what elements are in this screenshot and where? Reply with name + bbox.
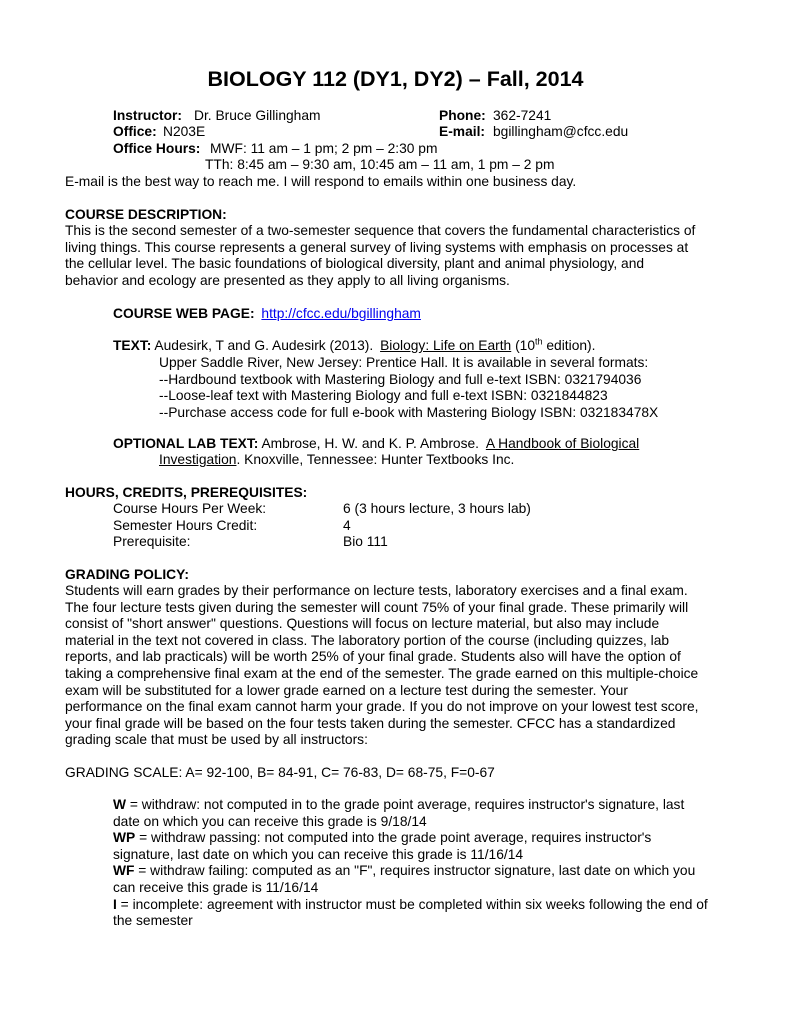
withdrawal-text: = withdraw failing: computed as an "F", requires instructor signature, last date on which you	[134, 863, 696, 879]
phone-label: Phone:	[439, 108, 486, 123]
office-hours-line1: MWF: 11 am – 1 pm; 2 pm – 2:30 pm	[210, 141, 438, 156]
textbook-detail-line: Upper Saddle River, New Jersey: Prentice Hall. It is available in several formats:	[159, 355, 649, 370]
course-description-line: This is the second semester of a two-semester sequence that covers the fundamental characteristics of	[65, 223, 696, 238]
grading-policy-line: grading scale that must be used by all instructors:	[65, 732, 368, 748]
hours-row-label: Semester Hours Credit:	[113, 518, 258, 533]
text-edition-pre: (10	[515, 338, 536, 353]
grading-policy-line: taking a comprehensive final exam at the end of the semester. The grade earned on this multiple-choice	[65, 665, 699, 681]
hours-row-value: 4	[343, 518, 351, 533]
withdrawal-i-line1	[113, 897, 783, 914]
text-edition-sup: th	[535, 336, 543, 347]
grading-policy-line: reports, and lab practicals) will be worth 25% of your final grade. Students also will have the option of	[65, 649, 681, 665]
optional-lab-publisher: . Knoxville, Tennessee: Hunter Textbooks Inc.	[236, 452, 515, 467]
withdrawal-text: = incomplete: agreement with instructor must be completed within six weeks following the end of	[116, 896, 708, 912]
withdrawal-i-line2: the semester	[113, 913, 193, 929]
optional-lab-title-part2: Investigation	[159, 452, 237, 467]
grading-policy-line: Students will earn grades by their performance on lecture tests, laboratory exercises and a final exam.	[65, 583, 688, 598]
grading-policy-line: The four lecture tests given during the semester will count 75% of your final grade. These primarily will	[65, 599, 689, 615]
course-web-page	[113, 306, 421, 323]
office-value: N203E	[163, 124, 206, 139]
textbook-details	[159, 355, 791, 421]
textbook-detail-line: --Hardbound textbook with Mastering Biology and full e-text ISBN: 0321794036	[159, 371, 642, 387]
course-description-line: living things. This course represents a general survey of living systems with emphasis on processes at	[65, 239, 689, 255]
textbook-line	[113, 338, 595, 355]
page-title: BIOLOGY 112 (DY1, DY2) – Fall, 2014	[207, 67, 584, 91]
course-web-page-link[interactable]: http://cfcc.edu/bgillingham	[261, 306, 421, 321]
grading-policy-line: performance on the final exam cannot harm your grade. If you do not improve on your lowest test score,	[65, 699, 699, 715]
grading-policy-line: consist of "short answer" questions. Questions will focus on lecture material, but also may include	[65, 616, 660, 632]
withdrawal-w-line2: date on which you can receive this grade is 9/18/14	[113, 813, 427, 829]
grading-policy-line: your final grade will be based on the four tests taken during the semester. CFCC has a standardized	[65, 715, 676, 731]
hours-row-value: Bio 111	[343, 534, 388, 549]
course-description-body	[65, 223, 735, 289]
text-label: TEXT:	[113, 338, 152, 353]
office-hours-line2: TTh: 8:45 am – 9:30 am, 10:45 am – 11 am, 1 pm – 2 pm	[205, 157, 555, 172]
optional-lab-label: OPTIONAL LAB TEXT:	[113, 436, 259, 451]
hours-row-label: Course Hours Per Week:	[113, 501, 267, 516]
email-value: bgillingham@cfcc.edu	[493, 124, 629, 139]
textbook-detail-line: --Loose-leaf text with Mastering Biology and full e-text ISBN: 0321844823	[159, 388, 608, 404]
optional-lab-authors: Ambrose, H. W. and K. P. Ambrose.	[261, 436, 479, 451]
instructor-label: Instructor:	[113, 108, 182, 123]
withdrawal-code: W	[113, 797, 127, 812]
withdrawal-code: I	[113, 896, 117, 912]
withdrawal-text: = withdraw: not computed in to the grade point average, requires instructor's signature, last	[126, 797, 685, 812]
grading-scale: GRADING SCALE: A= 92-100, B= 84-91, C= 76-83, D= 68-75, F=0-67	[65, 765, 495, 780]
course-description-line: the cellular level. The basic foundations of biological diversity, plant and animal physiology, and	[65, 256, 645, 272]
withdrawal-code: WF	[113, 863, 135, 879]
grading-policy-body	[65, 583, 735, 749]
textbook-detail-line: --Purchase access code for full e-book with Mastering Biology ISBN: 032183478X	[159, 404, 659, 420]
email-label: E-mail:	[439, 124, 485, 139]
email-note: E-mail is the best way to reach me. I will respond to emails within one business day.	[65, 174, 577, 189]
text-authors: Audesirk, T and G. Audesirk (2013).	[154, 338, 374, 353]
withdrawal-codes	[113, 797, 783, 930]
grading-policy-line: material in the text not covered in class. The laboratory portion of the course (including quizzes, lab	[65, 632, 670, 648]
hours-row-label: Prerequisite:	[113, 534, 191, 549]
withdrawal-w-line1	[113, 797, 783, 814]
office-label: Office:	[113, 124, 157, 139]
office-hours-label: Office Hours:	[113, 141, 201, 156]
phone-value: 362-7241	[493, 108, 552, 123]
withdrawal-wf-line2: can receive this grade is 11/16/14	[113, 879, 319, 895]
course-description-heading: COURSE DESCRIPTION:	[65, 207, 227, 222]
instructor-value: Dr. Bruce Gillingham	[194, 108, 321, 123]
withdrawal-text: = withdraw passing: not computed into the grade point average, requires instructor's	[135, 830, 652, 846]
course-description-line: behavior and ecology are presented as they apply to all living organisms.	[65, 272, 510, 288]
text-book-title: Biology: Life on Earth	[380, 338, 512, 353]
optional-lab-line1	[113, 436, 639, 453]
grading-policy-heading: GRADING POLICY:	[65, 567, 189, 582]
withdrawal-wp-line1	[113, 830, 783, 847]
optional-lab-line2	[159, 452, 514, 469]
grading-policy-line: exam will be substituted for a lower grade earned on a lecture test during the semester. Your	[65, 682, 628, 698]
withdrawal-wf-line1	[113, 863, 783, 880]
optional-lab-title-part1: A Handbook of Biological	[485, 436, 640, 451]
hours-row-value: 6 (3 hours lecture, 3 hours lab)	[343, 501, 531, 516]
hours-credits-heading: HOURS, CREDITS, PREREQUISITES:	[65, 485, 308, 500]
withdrawal-wp-line2: signature, last date on which you can receive this grade is 11/16/14	[113, 846, 524, 862]
text-edition-post: edition).	[542, 338, 596, 353]
course-web-page-label: COURSE WEB PAGE:	[113, 306, 255, 321]
withdrawal-code: WP	[113, 830, 136, 846]
